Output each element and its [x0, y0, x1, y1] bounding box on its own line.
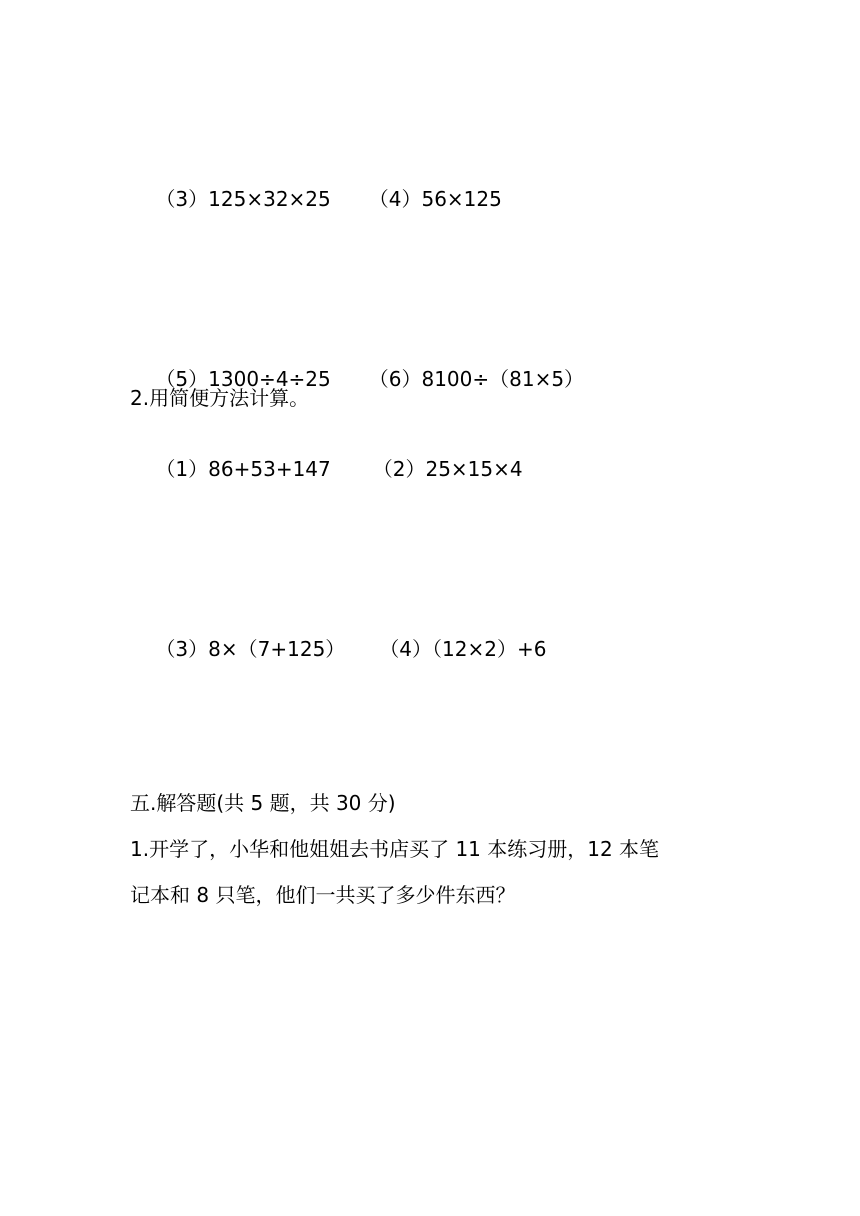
problem-row: [130, 160, 502, 238]
problem-item-4: （4）56×125: [368, 187, 502, 211]
problem-item-2: （2）25×15×4: [372, 457, 523, 481]
problem-item-1: （1）86+53+147: [155, 457, 331, 481]
question-heading: 2.用简便方法计算。: [130, 386, 310, 410]
problem-item-4: （4）（12×2）+6: [379, 637, 547, 661]
section-heading: 五.解答题(共 5 题，共 30 分): [130, 791, 396, 815]
word-problem-line: 1.开学了，小华和他姐姐去书店买了 11 本练习册，12 本笔: [130, 837, 660, 861]
problem-row: [130, 610, 546, 688]
word-problem-line: 记本和 8 只笔，他们一共买了多少件东西？: [130, 883, 516, 907]
problem-item-6: （6）8100÷（81×5）: [368, 367, 585, 391]
problem-item-3: （3）8×（7+125）: [155, 637, 346, 661]
problem-row: [130, 430, 523, 508]
problem-item-3: （3）125×32×25: [155, 187, 331, 211]
problem-item-5: （5）1300÷4÷25: [155, 367, 331, 391]
